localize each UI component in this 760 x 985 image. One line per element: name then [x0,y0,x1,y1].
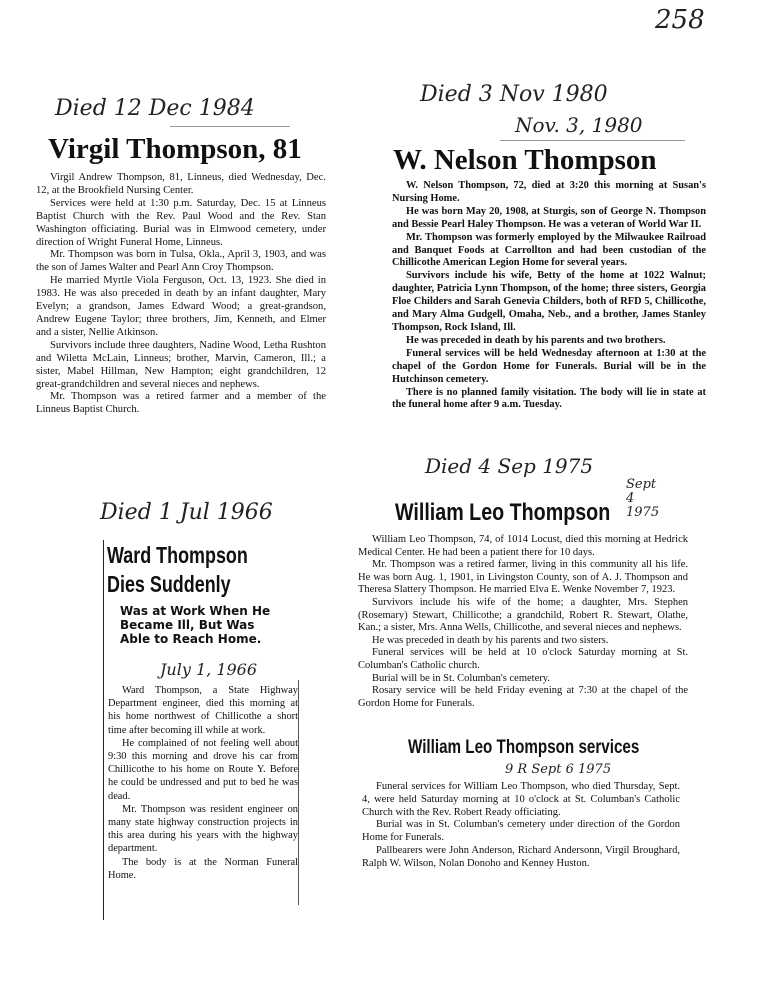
clipping-edge [103,540,104,920]
services-handwritten-date: 9 R Sept 6 1975 [505,762,612,777]
handwritten-date: Died 3 Nov 1980 [420,82,608,107]
paragraph: Mr. Thompson was resident engineer on many state highway construction projects in this area during his years with the highway department. [108,803,298,855]
handwritten-clip-date: Sept 4 1975 [626,477,660,520]
headline: W. Nelson Thompson [393,144,657,176]
article-body [392,180,706,412]
clipping-edge [298,680,299,905]
paragraph: He was born May 20, 1908, at Sturgis, son of George N. Thompson and Bessie Pearl Haley Thompson. He was a veteran of World War II. [392,205,706,230]
services-body [362,781,680,871]
paragraph: The body is at the Norman Funeral Home. [108,856,298,881]
subhead: Was at Work When He Became Ill, But Was Able to Reach Home. [120,604,271,646]
handwritten-date: Died 4 Sep 1975 [425,454,594,478]
article-body [358,534,688,710]
paragraph: Funeral services for William Leo Thompson, who died Thursday, Sept. 4, were held Saturday morning at 10 o'clock at St. Columban's Catholic Church with the Rev. Robert Ready officiating. [362,781,680,818]
paragraph: Mr. Thompson was a retired farmer and a member of the Linneus Baptist Church. [36,391,326,416]
services-headline: William Leo Thompson services [408,737,640,758]
headline-line-2: Dies Suddenly [107,571,231,597]
paragraph: Ward Thompson, a State Highway Department engineer, died this morning at his home northwest of Chillicothe a short time after becoming ill while at work. [108,685,298,736]
divider [170,126,290,127]
paragraph: William Leo Thompson, 74, of 1014 Locust, died this morning at Hedrick Medical Center. He had been a patient there for 10 days. [358,534,688,558]
paragraph: Services were held at 1:30 p.m. Saturday, Dec. 15 at Linneus Baptist Church with the Rev. Paul Wood and the Rev. Stan Washington officiating. Burial was in Elmwood cemetery, under direction of Wright Funeral Home, Linneus. [36,197,326,248]
headline-line-1: Ward Thompson [107,542,248,568]
article-body [108,684,298,882]
paragraph: Pallbearers were John Anderson, Richard Andersonn, Virgil Broughard, Ralph W. Wilson, Nolan Donoho and Kenney Huston. [362,844,680,869]
paragraph: Mr. Thompson was formerly employed by the Milwaukee Railroad and Banquet Foods at Carrollton and had been custodian of the Chillicothe American Legion Home for several years. [392,231,706,269]
paragraph: Survivors include his wife of the home; a daughter, Mrs. Stephen (Rosemary) Stewart, Chillicothe; a grandchild, Robert R. Stewart, Olathe, Kan.; a sister, Mrs. Anna Wells, Chillicothe, and several nieces and nephews. [358,596,688,634]
paragraph: Burial will be in St. Columban's cemetery. [372,672,550,684]
handwritten-clip-date: Nov. 3, 1980 [515,113,643,137]
paragraph: Mr. Thompson was born in Tulsa, Okla., April 3, 1903, and was the son of James Walter and Pearl Ann Croy Thompson. [36,249,326,274]
paragraph: Rosary service will be held Friday evening at 7:30 at the chapel of the Gordon Home for Funerals. [358,685,688,709]
headline: Virgil Thompson, 81 [48,133,302,165]
paragraph: Funeral services will be held at 10 o'clock Saturday morning at St. Columban's Catholic church. [358,647,688,671]
paragraph: There is no planned family visitation. The body will lie in state at the funeral home after 9 a.m. Tuesday. [392,386,706,411]
paragraph: He complained of not feeling well about 9:30 this morning and drove his car from Chillicothe to his home on Route Y. Before he could be undressed and put to bed he was dead. [108,737,298,802]
paragraph: Virgil Andrew Thompson, 81, Linneus, died Wednesday, Dec. 12, at the Brookfield Nursing Center. [36,172,326,196]
paragraph: Survivors include his wife, Betty of the home at 1022 Walnut; daughter, Patricia Lynn Thompson, of the home; three sisters, Georgia Floe Childers and Sarah Genevia Childers, both of RFD 5, Chillicothe, and Mary Alma Gudgell, Omaha, Neb., and a brother, James Stanley Thompson, Rock Island, Ill. [392,270,706,333]
paragraph: Burial was in St. Columban's cemetery under direction of the Gordon Home for Funerals. [362,819,680,844]
divider [500,140,685,141]
paragraph: Funeral services will be held Wednesday afternoon at 1:30 at the chapel of the Gordon Home for Funerals. Burial will be in the Hutchinson cemetery. [392,347,706,385]
article-body [36,172,326,417]
paragraph: He was preceded in death by his parents and two sisters. [372,634,609,646]
paragraph: W. Nelson Thompson, 72, died at 3:20 this morning at Susan's Nursing Home. [392,180,706,204]
paragraph: He married Myrtle Viola Ferguson, Oct. 13, 1923. She died in 1983. He was also preceded in death by an infant daughter, Mary Evelyn; a grandson, James Edward Wood; a great-grandson, Andrew Eugene Taylor; three brothers, Jim, Kenneth, and Elmer and a sister, Nellie Atkinson. [36,275,326,338]
paragraph: He was preceded in death by his parents and two brothers. [406,334,666,346]
paragraph: Survivors include three daughters, Nadine Wood, Letha Rushton and Wiletta McLain, Linneus; brother, Marvin, Cameron, Ill.; a sister, Mabel Hillman, New Hampton; eight grandchildren, 12 great-grandchildren and several nieces and nephews. [36,339,326,390]
paragraph: Mr. Thompson was a retired farmer, living in this community all his life. He was born Aug. 1, 1901, in Livingston County, son of A. J. Thompson and Theresa Slattery Thompson. He married Elva E. Wenke November 7, 1923. [358,559,688,596]
page-number-note: 258 [655,5,705,35]
headline: William Leo Thompson [395,499,611,526]
handwritten-date: Died 1 Jul 1966 [100,500,273,525]
handwritten-date: Died 12 Dec 1984 [55,96,255,121]
handwritten-clip-date: July 1, 1966 [160,660,258,679]
